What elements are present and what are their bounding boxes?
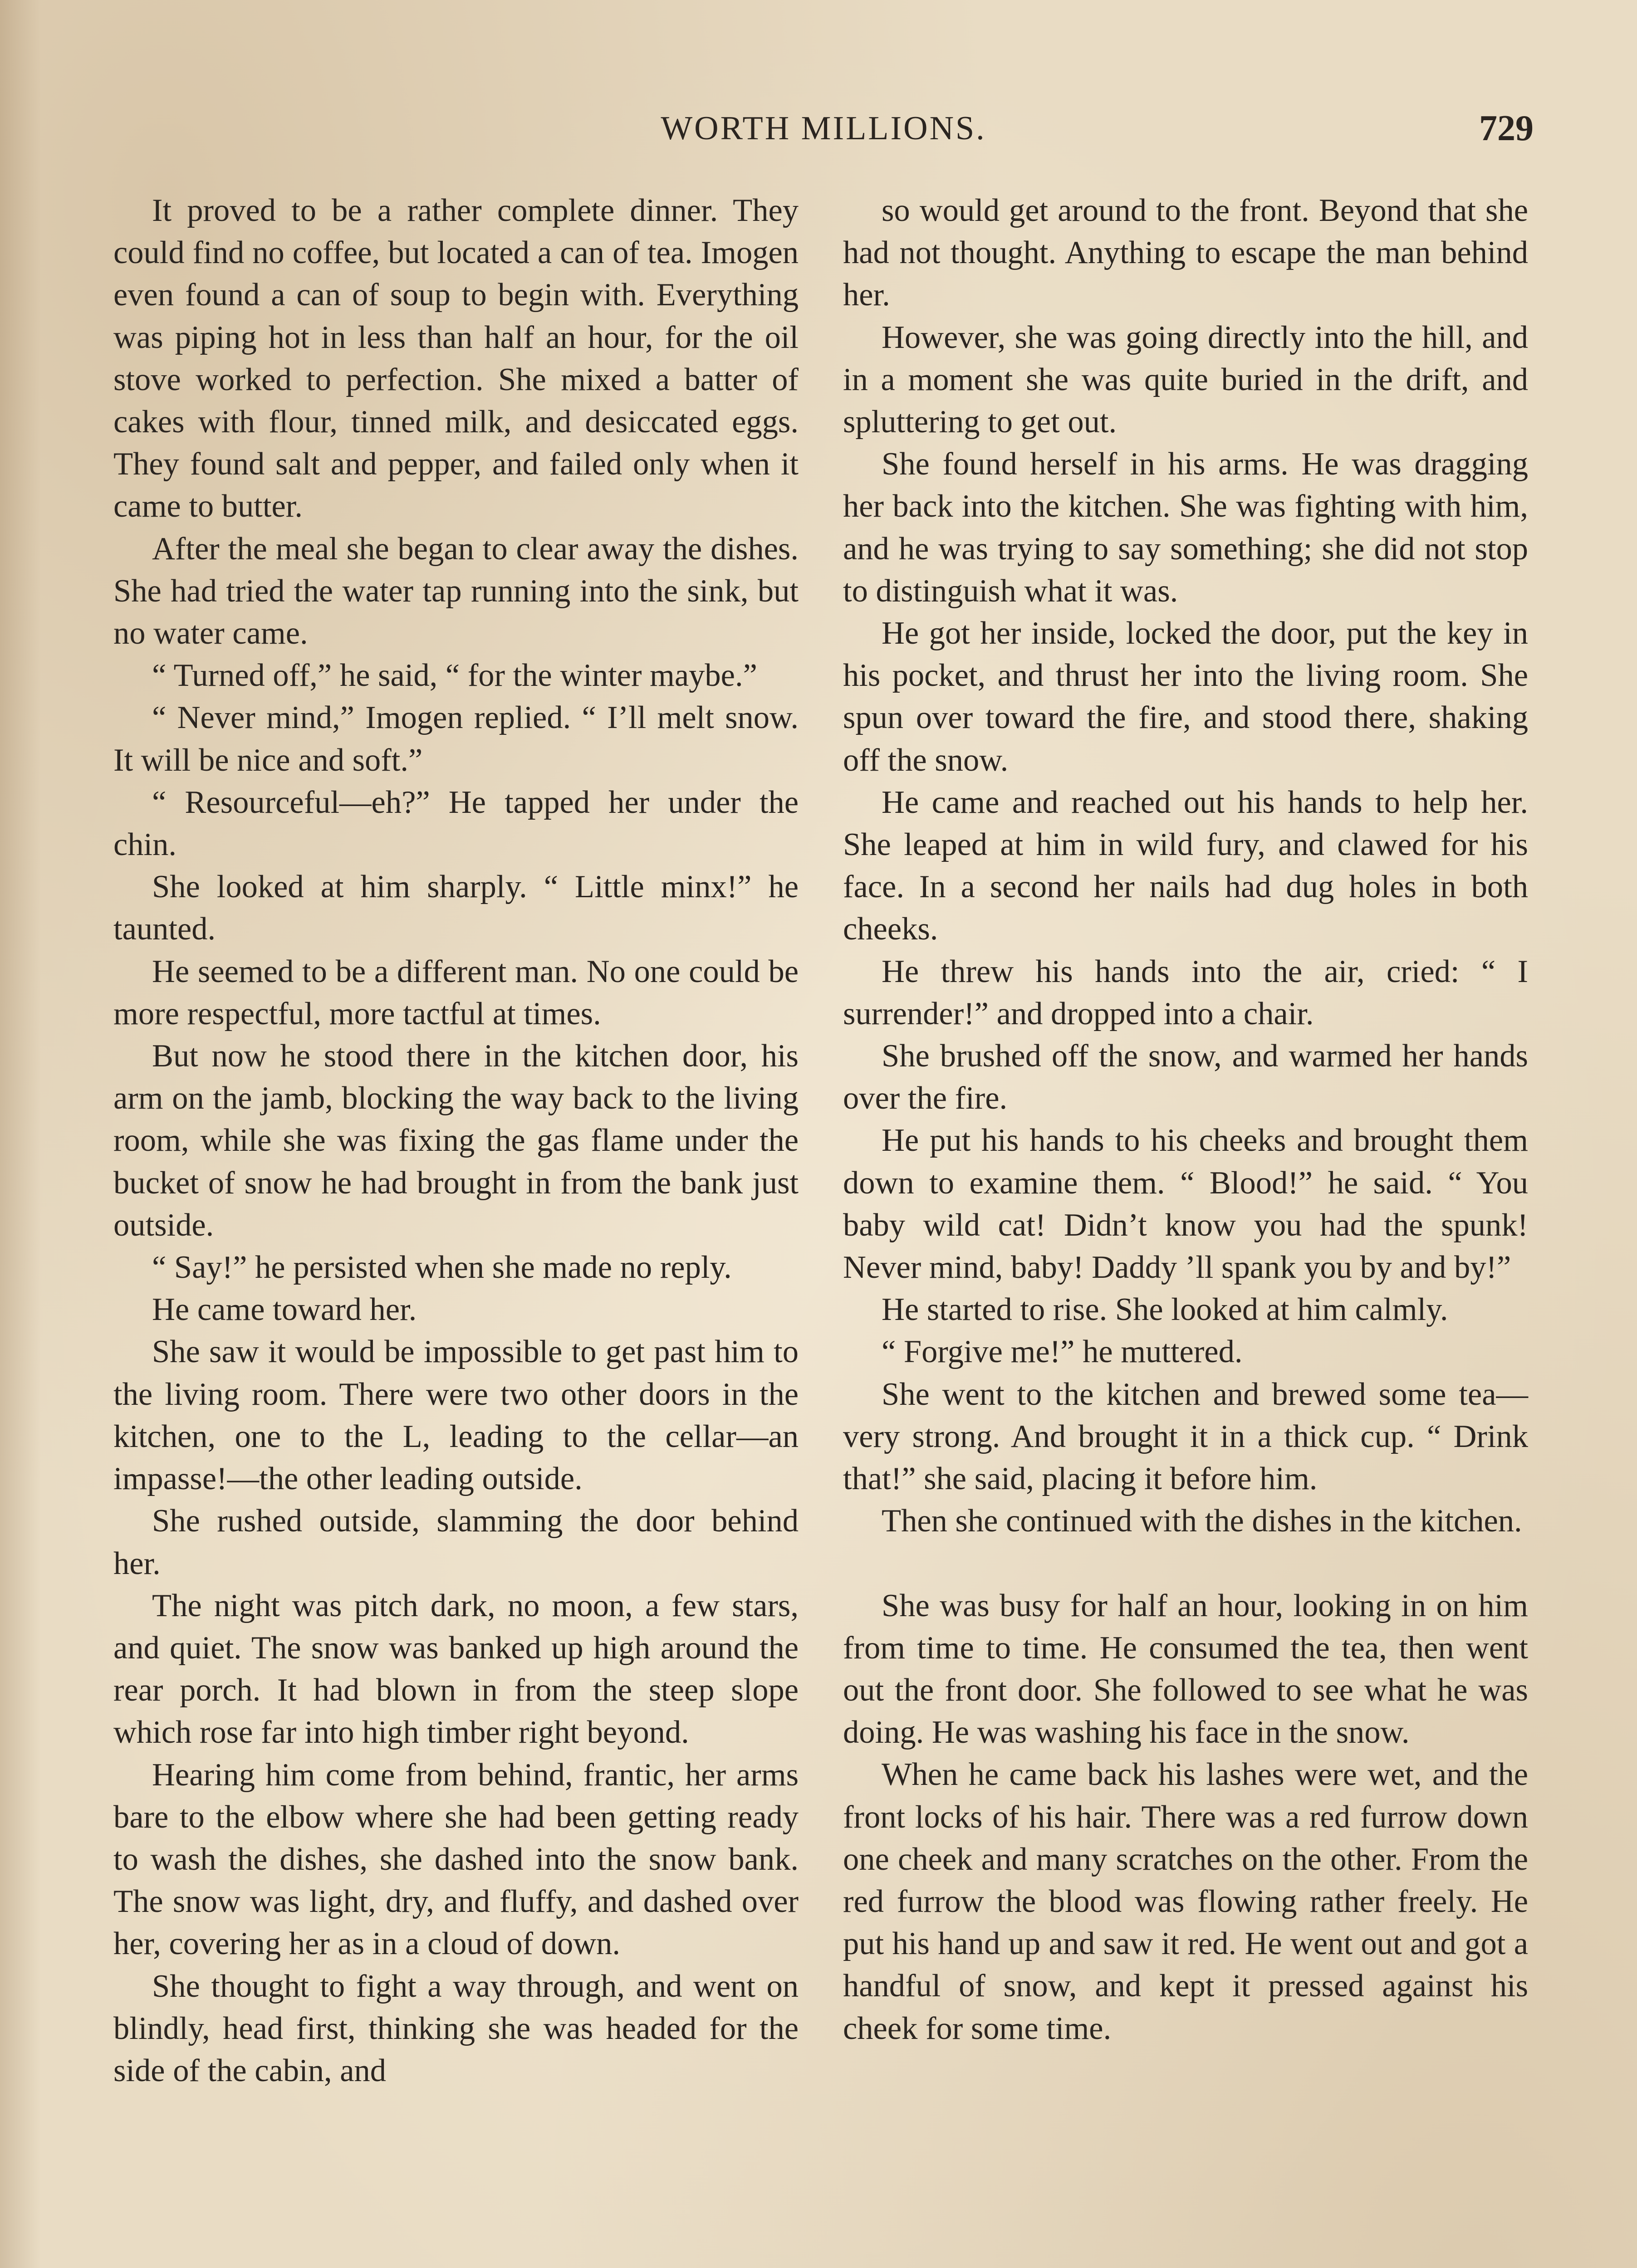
- paragraph: “ Turned off,” he said, “ for the winter maybe.”: [152, 658, 757, 694]
- paragraph: He came toward her.: [152, 1292, 417, 1328]
- paragraph: She found herself in his arms. He was dragging her back into the kitchen. She was fighting with him, and he was trying to say something; she did not stop to distinguish what it was.: [843, 446, 1528, 609]
- paragraph: “ Resourceful—eh?” He tapped her under the chin.: [113, 784, 799, 863]
- paragraph: Then she continued with the dishes in the kitchen.: [882, 1503, 1522, 1539]
- paragraph: It proved to be a rather complete dinner. They could find no coffee, but located a can of tea. Imogen even found a can of soup to begin with. Everything was piping hot in less than half an hour, for the oil stove worked to perfection. She mixed a batter of cakes with flour, tinned milk, and desiccated eggs. They found salt and pepper, and failed only when it came to butter.: [113, 193, 799, 524]
- paragraph: “ Say!” he persisted when she made no reply.: [152, 1250, 732, 1286]
- paragraph: She saw it would be impossible to get past him to the living room. There were two other doors in the kitchen, one to the L, leading to the cellar—an impasse!—the other leading outside.: [113, 1334, 799, 1497]
- paragraph: She brushed off the snow, and warmed her hands over the fire.: [843, 1038, 1528, 1116]
- paragraph: But now he stood there in the kitchen door, his arm on the jamb, blocking the way back to the living room, while she was fixing the gas flame under the bucket of snow he had brought in from the bank just outside.: [113, 1038, 799, 1243]
- paragraph: He started to rise. She looked at him calmly.: [882, 1292, 1448, 1328]
- paragraph: He threw his hands into the air, cried: “ I surrender!” and dropped into a chair.: [843, 953, 1528, 1031]
- paragraph: He got her inside, locked the door, put the key in his pocket, and thrust her into the living room. She spun over toward the fire, and stood there, shaking off the snow.: [843, 616, 1528, 778]
- paragraph: She went to the kitchen and brewed some tea—very strong. And brought it in a thick cup. “ Drink that!” she said, placing it before him.: [843, 1376, 1528, 1497]
- paragraph: He put his hands to his cheeks and brought them down to examine them. “ Blood!” he said. “ You baby wild cat! Didn’t know you had the spunk! Never mind, baby! Daddy ’ll spank you by and by!”: [843, 1123, 1528, 1286]
- page-edge-stain: [0, 0, 41, 2268]
- paragraph: When he came back his lashes were wet, and the front locks of his hair. There was a red furrow down one cheek and many scratches on the other. From the red furrow the blood was flowing rather freely. He put his hand up and saw it red. He went out and got a handful of snow, and kept it pressed against his cheek for some time.: [843, 1757, 1528, 2046]
- paragraph: After the meal she began to clear away the dishes. She had tried the water tap running into the sink, but no water came.: [113, 531, 799, 651]
- paragraph: She looked at him sharply. “ Little minx!” he taunted.: [113, 869, 799, 947]
- paragraph: “ Forgive me!” he muttered.: [882, 1334, 1243, 1370]
- paragraph: Hearing him come from behind, frantic, her arms bare to the elbow where she had been getting ready to wash the dishes, she dashed into the snow bank. The snow was light, dry, and fluffy, and dashed over her, covering her as in a cloud of down.: [113, 1757, 799, 1962]
- paragraph: “ Never mind,” Imogen replied. “ I’ll melt snow. It will be nice and soft.”: [113, 700, 799, 778]
- left-column: [113, 190, 799, 2092]
- right-column: [843, 190, 1528, 2050]
- page-header: [113, 103, 1534, 153]
- paragraph: He came and reached out his hands to help her. She leaped at him in wild fury, and clawed for his face. In a second her nails had dug holes in both cheeks.: [843, 784, 1528, 947]
- paragraph: However, she was going directly into the hill, and in a moment she was quite buried in the drift, and spluttering to get out.: [843, 319, 1528, 440]
- paragraph: She rushed outside, slamming the door behind her.: [113, 1503, 799, 1581]
- paragraph: so would get around to the front. Beyond that she had not thought. Anything to escape the man behind her.: [843, 193, 1528, 313]
- paragraph: He seemed to be a different man. No one could be more respectful, more tactful at times.: [113, 953, 799, 1031]
- paragraph: She thought to fight a way through, and went on blindly, head first, thinking she was headed for the side of the cabin, and: [113, 1968, 799, 2088]
- page-number: 729: [1479, 108, 1534, 148]
- running-title: WORTH MILLIONS.: [661, 110, 986, 147]
- paragraph: The night was pitch dark, no moon, a few stars, and quiet. The snow was banked up high around the rear porch. It had blown in from the steep slope which rose far into high timber right beyond.: [113, 1588, 799, 1750]
- paragraph: She was busy for half an hour, looking in on him from time to time. He consumed the tea, then went out the front door. She followed to see what he was doing. He was washing his face in the snow.: [843, 1588, 1528, 1750]
- section-break: [843, 1543, 1528, 1585]
